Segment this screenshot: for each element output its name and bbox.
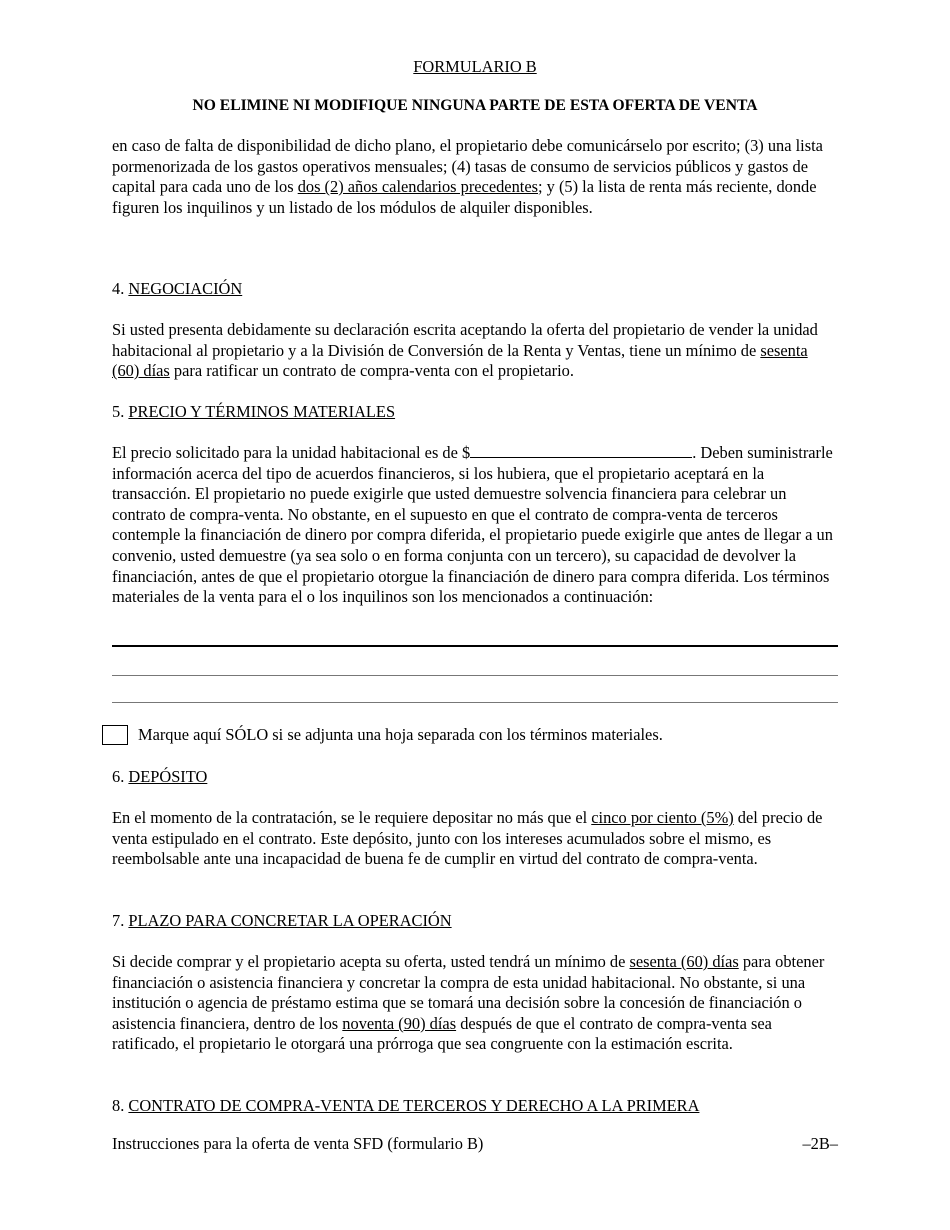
- footer-title: Instrucciones para la oferta de venta SFD (formulario B): [112, 1134, 484, 1153]
- separate-sheet-checkbox-row: [102, 723, 663, 747]
- section-6-heading: 6. DEPÓSITO: [112, 767, 208, 786]
- section-5-paragraph: El precio solicitado para la unidad habitacional es de $ . Deben suministrarle información acerca del tipo de acuerdos financieros, si los hubiera, que el propietario aceptará en la transacción. El propietario no puede exigirle que usted demuestre solvencia financiera para celebrar un contrato de compra-venta. No obstante, en el supuesto en que el contrato de compra-venta de terceros contemple la financiación de dinero por compra diferida, el propietario puede exigirle que antes de llegar a un convenio, usted demuestre (ya sea solo o en forma conjunta con un tercero), su capacidad de devolver la financiación, antes de que el propietario otorgue la financiación de dinero para compra diferida. Los términos materiales de la venta para el o los inquilinos son los mencionados a continuación:: [112, 443, 833, 607]
- page-number: –2B–: [802, 1134, 838, 1153]
- separate-sheet-checkbox-label: Marque aquí SÓLO si se adjunta una hoja separada con los términos materiales.: [138, 725, 663, 744]
- material-terms-line-2[interactable]: [112, 675, 838, 676]
- section-8-heading: 8. CONTRATO DE COMPRA-VENTA DE TERCEROS Y DERECHO A LA PRIMERA: [112, 1096, 700, 1115]
- section-4-paragraph: Si usted presenta debidamente su declaración escrita aceptando la oferta del propietario de vender la unidad habitacional al propietario y a la División de Conversión de la Renta y Ventas, tiene un mínimo de sesenta (60) días para ratificar un contrato de compra-venta con el propietario.: [112, 320, 818, 381]
- separate-sheet-checkbox[interactable]: [102, 725, 128, 745]
- warning-heading: NO ELIMINE NI MODIFIQUE NINGUNA PARTE DE ESTA OFERTA DE VENTA: [192, 97, 758, 114]
- section-6-paragraph: En el momento de la contratación, se le requiere depositar no más que el cinco por ciento (5%) del precio de venta estipulado en el contrato. Este depósito, junto con los intereses acumulados sobre el mismo, es reembolsable ante una incapacidad de buena fe de cumplir en virtud del contrato de compra-venta.: [112, 808, 823, 869]
- price-blank-field[interactable]: [470, 443, 692, 458]
- section-4-heading: 4. NEGOCIACIÓN: [112, 279, 243, 298]
- form-title: FORMULARIO B: [413, 57, 537, 76]
- intro-paragraph: en caso de falta de disponibilidad de dicho plano, el propietario debe comunicárselo por escrito; (3) una lista pormenorizada de los gastos operativos mensuales; (4) tasas de consumo de servicios públicos y gastos de capital para cada uno de los dos (2) años calendarios precedentes; y (5) la lista de renta más reciente, donde figuren los inquilinos y un listado de los módulos de alquiler disponibles.: [112, 136, 823, 217]
- section-5-heading: 5. PRECIO Y TÉRMINOS MATERIALES: [112, 402, 396, 421]
- material-terms-line-3[interactable]: [112, 702, 838, 703]
- section-7-heading: 7. PLAZO PARA CONCRETAR LA OPERACIÓN: [112, 911, 452, 930]
- section-7-paragraph: Si decide comprar y el propietario acepta su oferta, usted tendrá un mínimo de sesenta (60) días para obtener financiación o asistencia financiera y concretar la compra de esta unidad habitacional. No obstante, si una institución o agencia de préstamo estima que se tomará una decisión sobre la concesión de financiación o asistencia financiera, dentro de los noventa (90) días después de que el contrato de compra-venta sea ratificado, el propietario le otorgará una prórroga que sea congruente con la estimación escrita.: [112, 952, 825, 1054]
- material-terms-line-1[interactable]: [112, 645, 838, 647]
